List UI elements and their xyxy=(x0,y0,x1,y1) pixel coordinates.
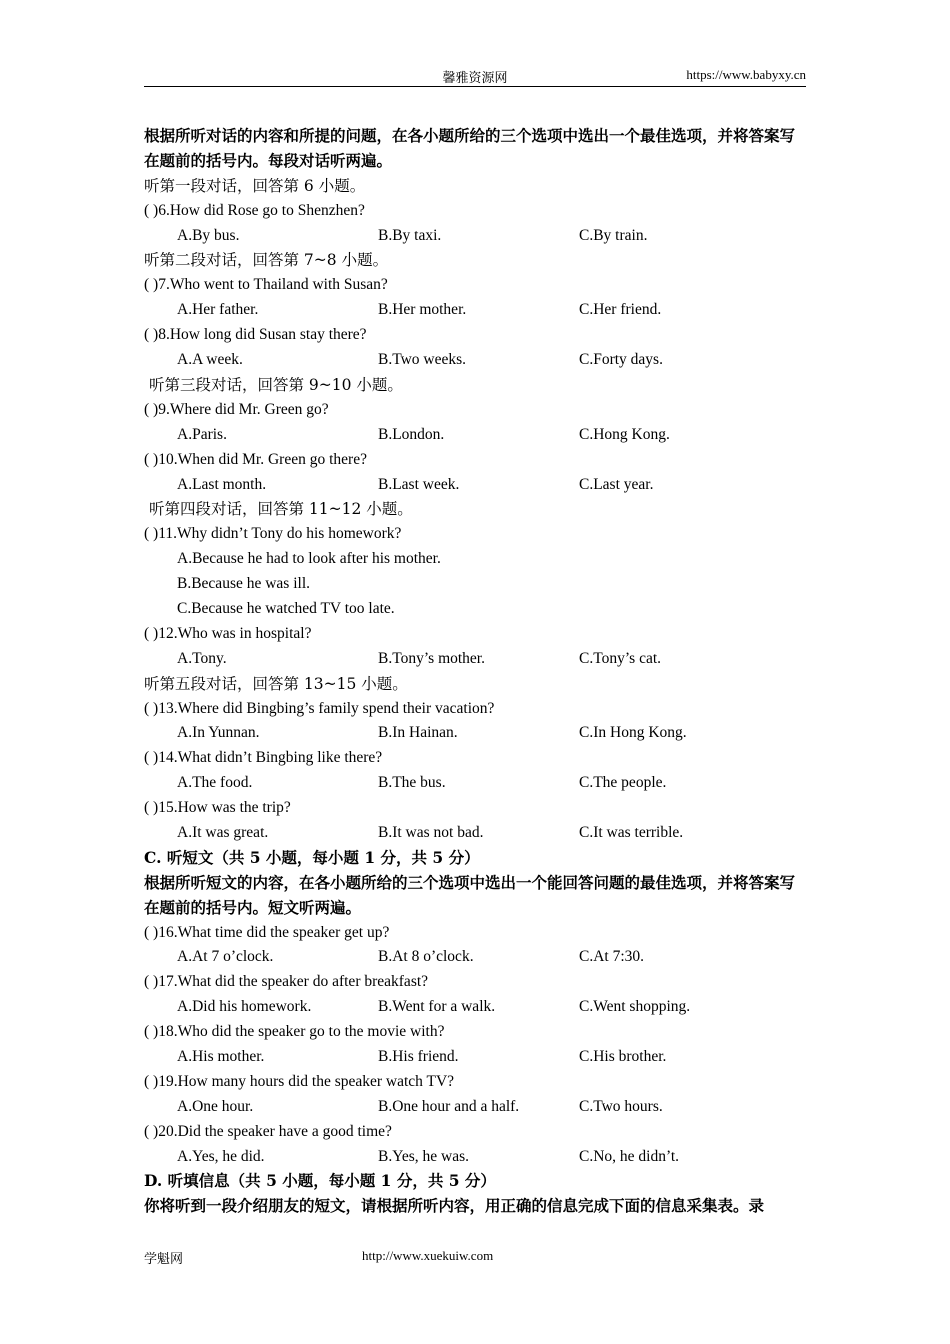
question-10: ( )10.When did Mr. Green go there? xyxy=(144,450,367,468)
option-c: C.Tony’s cat. xyxy=(579,649,662,667)
question-13-options xyxy=(144,721,809,746)
option-b: B.Her mother. xyxy=(378,301,467,319)
question-10-options xyxy=(144,473,809,498)
header-site-name: 馨雅资源网 xyxy=(442,71,508,86)
question-11-option-b: B.Because he was ill. xyxy=(177,575,311,593)
question-6: ( )6.How did Rose go to Shenzhen? xyxy=(144,201,365,219)
footer-site-name: 学魁网 xyxy=(144,1252,184,1267)
option-c: C.Hong Kong. xyxy=(579,425,670,443)
part-d-title: D. 听填信息（共 5 小题，每小题 1 分，共 5 分） xyxy=(144,1171,496,1191)
question-12: ( )12.Who was in hospital? xyxy=(144,624,312,642)
option-c: C.Went shopping. xyxy=(579,998,691,1016)
option-c: C.At 7:30. xyxy=(579,948,645,966)
option-a: A.Yes, he did. xyxy=(177,1147,265,1165)
question-15: ( )15.How was the trip? xyxy=(144,799,291,817)
option-b: B.In Hainan. xyxy=(378,724,458,742)
question-7: ( )7.Who went to Thailand with Susan? xyxy=(144,276,388,294)
question-14: ( )14.What didn’t Bingbing like there? xyxy=(144,749,383,767)
option-b: B.Two weeks. xyxy=(378,351,467,369)
option-c: C.Two hours. xyxy=(579,1097,663,1115)
header-url[interactable]: https://www.babyxy.cn xyxy=(686,67,806,82)
part-b-instructions: 根据所听对话的内容和所提的问题，在各小题所给的三个选项中选出一个最佳选项，并将答案写在题前的括号内。每段对话听两遍。 xyxy=(144,126,796,170)
question-6-options xyxy=(144,224,809,249)
question-11-option-a: A.Because he had to look after his mother. xyxy=(177,550,441,568)
question-17-options xyxy=(144,995,809,1020)
question-13: ( )13.Where did Bingbing’s family spend their vacation? xyxy=(144,699,495,717)
option-b: B.The bus. xyxy=(378,774,446,792)
option-a: A.Her father. xyxy=(177,301,259,319)
question-16-options xyxy=(144,945,809,970)
option-a: A.His mother. xyxy=(177,1048,265,1066)
option-c: C.The people. xyxy=(579,774,667,792)
option-a: A.A week. xyxy=(177,351,243,369)
question-12-options xyxy=(144,647,809,672)
dialog-2-heading: 听第二段对话，回答第 7~8 小题。 xyxy=(144,251,389,270)
question-15-options xyxy=(144,821,809,846)
dialog-5-heading: 听第五段对话，回答第 13~15 小题。 xyxy=(144,674,408,693)
option-c: C.No, he didn’t. xyxy=(579,1147,680,1165)
question-17: ( )17.What did the speaker do after breakfast? xyxy=(144,973,429,991)
option-b: B.One hour and a half. xyxy=(378,1097,520,1115)
part-d-instructions: 你将听到一段介绍朋友的短文，请根据所听内容，用正确的信息完成下面的信息采集表。录 xyxy=(144,1196,765,1216)
footer-url[interactable]: http://www.xuekuiw.com xyxy=(362,1248,494,1263)
question-8: ( )8.How long did Susan stay there? xyxy=(144,326,367,344)
document-body xyxy=(144,124,809,1219)
question-20: ( )20.Did the speaker have a good time? xyxy=(144,1122,392,1140)
option-b: B.Yes, he was. xyxy=(378,1147,470,1165)
question-9-options xyxy=(144,423,809,448)
option-b: B.Went for a walk. xyxy=(378,998,496,1016)
option-a: A.Last month. xyxy=(177,475,267,493)
question-20-options xyxy=(144,1145,809,1170)
option-b: B.At 8 o’clock. xyxy=(378,948,474,966)
option-a: A.Tony. xyxy=(177,649,227,667)
question-19: ( )19.How many hours did the speaker watch TV? xyxy=(144,1072,455,1090)
option-a: A.It was great. xyxy=(177,823,269,841)
option-a: A.At 7 o’clock. xyxy=(177,948,274,966)
question-18-options xyxy=(144,1045,809,1070)
option-a: A.Paris. xyxy=(177,425,227,443)
option-b: B.It was not bad. xyxy=(378,823,484,841)
question-11: ( )11.Why didn’t Tony do his homework? xyxy=(144,525,402,543)
option-b: B.Last week. xyxy=(378,475,460,493)
option-a: A.One hour. xyxy=(177,1097,254,1115)
question-16: ( )16.What time did the speaker get up? xyxy=(144,923,390,941)
question-9: ( )9.Where did Mr. Green go? xyxy=(144,400,329,418)
question-14-options xyxy=(144,771,809,796)
option-a: A.By bus. xyxy=(177,226,240,244)
question-7-options xyxy=(144,298,809,323)
option-b: B.Tony’s mother. xyxy=(378,649,485,667)
question-8-options xyxy=(144,348,809,373)
option-b: B.London. xyxy=(378,425,445,443)
page-header xyxy=(144,66,806,87)
part-c-instructions: 根据所听短文的内容，在各小题所给的三个选项中选出一个能回答问题的最佳选项，并将答案写在题前的括号内。短文听两遍。 xyxy=(144,872,796,917)
option-a: A.In Yunnan. xyxy=(177,724,260,742)
option-c: C.His brother. xyxy=(579,1048,667,1066)
part-c-title: C. 听短文（共 5 小题，每小题 1 分，共 5 分） xyxy=(144,847,480,867)
option-b: B.By taxi. xyxy=(378,226,442,244)
option-c: C.Her friend. xyxy=(579,301,662,319)
option-b: B.His friend. xyxy=(378,1048,459,1066)
option-a: A.The food. xyxy=(177,774,253,792)
question-19-options xyxy=(144,1095,809,1120)
option-c: C.By train. xyxy=(579,226,648,244)
dialog-3-heading: 听第三段对话，回答第 9~10 小题。 xyxy=(149,375,403,394)
dialog-4-heading: 听第四段对话，回答第 11~12 小题。 xyxy=(149,500,413,519)
option-c: C.Last year. xyxy=(579,475,654,493)
question-18: ( )18.Who did the speaker go to the movie with? xyxy=(144,1023,445,1041)
option-a: A.Did his homework. xyxy=(177,998,312,1016)
dialog-1-heading: 听第一段对话，回答第 6 小题。 xyxy=(144,176,366,195)
option-c: C.It was terrible. xyxy=(579,823,684,841)
question-11-option-c: C.Because he watched TV too late. xyxy=(177,599,395,617)
option-c: C.In Hong Kong. xyxy=(579,724,687,742)
option-c: C.Forty days. xyxy=(579,351,663,369)
